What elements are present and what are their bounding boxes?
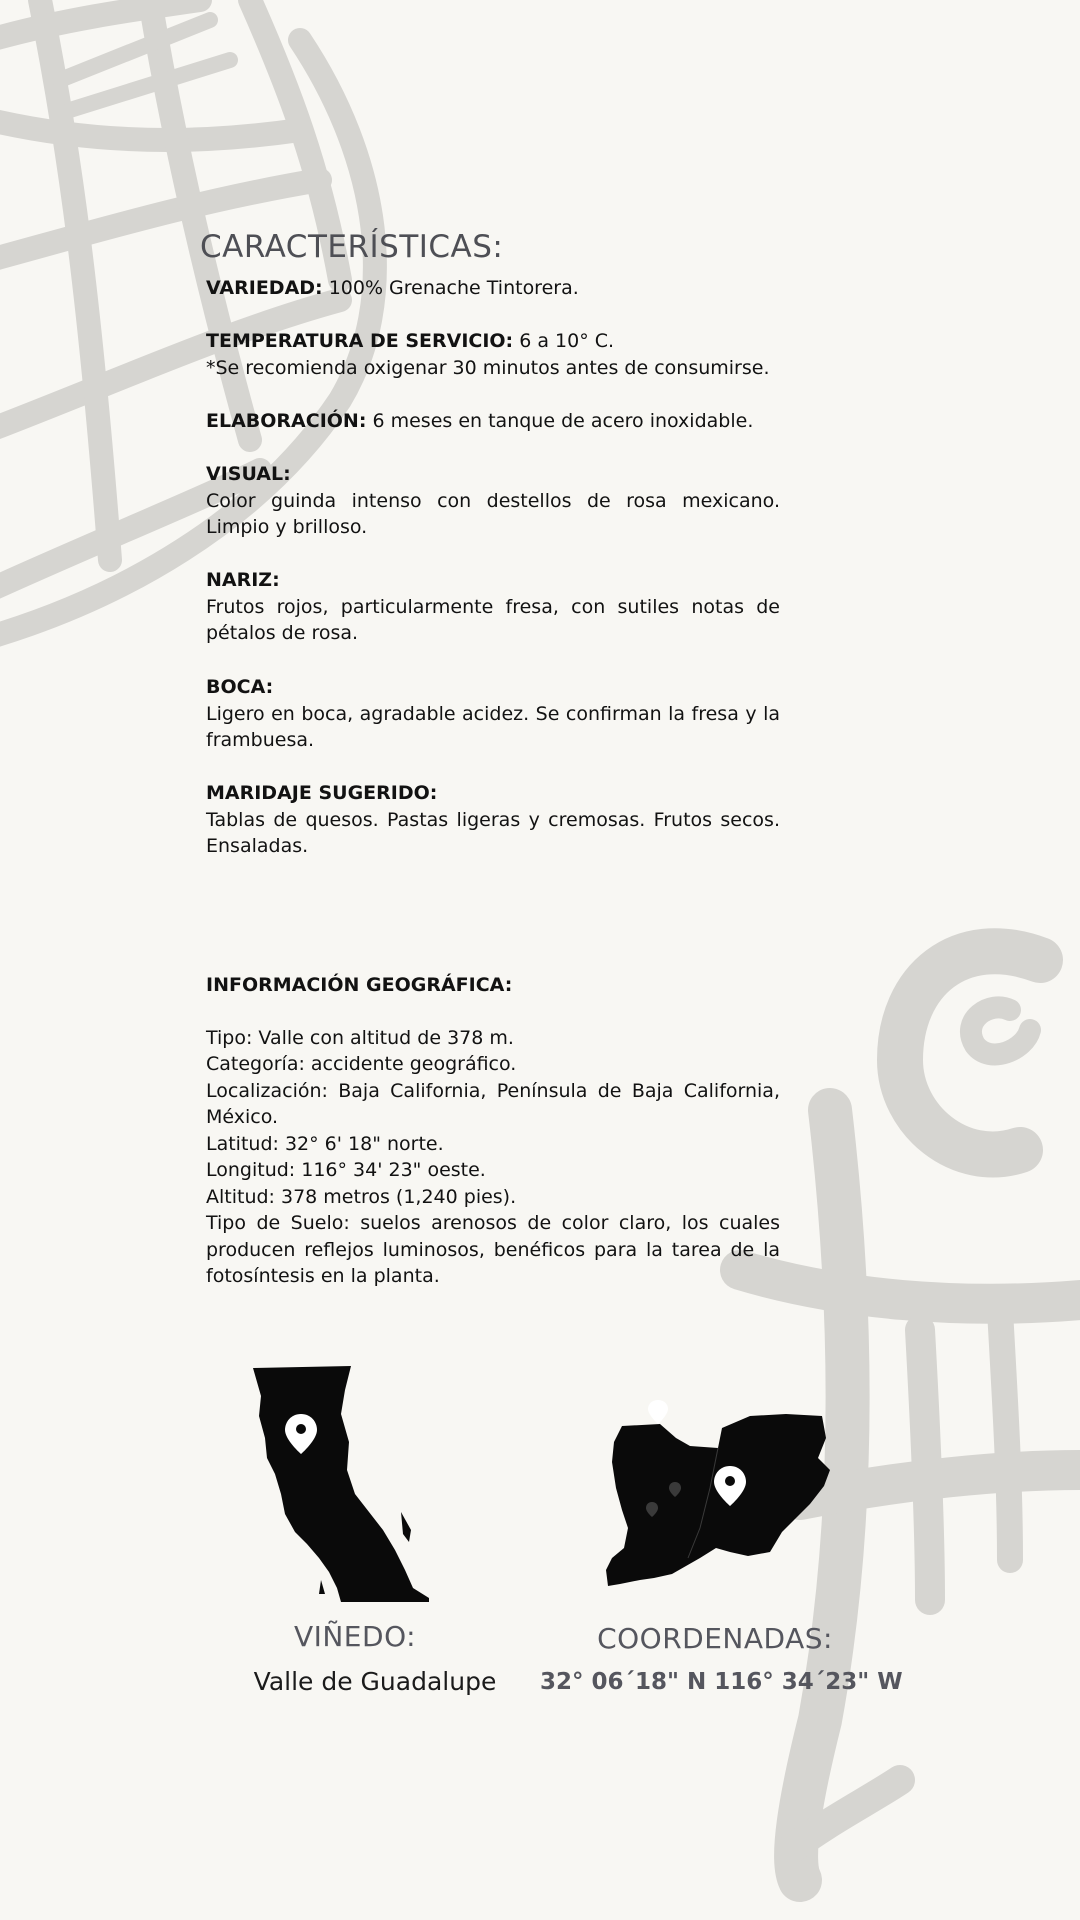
spec-text: Frutos rojos, particularmente fresa, con sutiles notas de pétalos de rosa. (206, 595, 780, 644)
spec-label: MARIDAJE SUGERIDO: (206, 782, 438, 804)
geo-line: Altitud: 378 metros (1,240 pies). (206, 1185, 517, 1208)
map-pin-small-icon (648, 1400, 668, 1424)
baja-island (319, 1580, 325, 1594)
valle-region-map (600, 1398, 840, 1588)
geo-line: Localización: Baja California, Península de Baja California, México. (206, 1079, 780, 1128)
spec-value: 100% Grenache Tintorera. (328, 277, 579, 299)
geo-info-section (206, 972, 780, 1290)
baja-california-shape (253, 1366, 429, 1602)
geo-line: Latitud: 32° 6' 18" norte. (206, 1132, 444, 1155)
geo-label: INFORMACIÓN GEOGRÁFICA: (206, 974, 513, 996)
spec-temperatura (206, 328, 780, 381)
vinedo-title: VIÑEDO: (293, 1620, 417, 1653)
spec-text: Tablas de quesos. Pastas ligeras y cremosas. Frutos secos. Ensaladas. (206, 808, 780, 857)
spec-label: ELABORACIÓN: (206, 410, 367, 432)
spec-label: NARIZ: (206, 569, 280, 591)
vinedo-value: Valle de Guadalupe (253, 1667, 497, 1696)
spec-text: Ligero en boca, agradable acidez. Se confirman la fresa y la frambuesa. (206, 702, 780, 751)
coordenadas-value: 32° 06´18" N 116° 34´23" W (540, 1669, 903, 1695)
spec-visual (206, 461, 780, 541)
geo-line: Longitud: 116° 34' 23" oeste. (206, 1159, 486, 1181)
baja-island (401, 1512, 411, 1542)
spec-elaboracion (206, 408, 780, 435)
valle-region-shape (606, 1414, 830, 1586)
coordenadas-title: COORDENADAS: (597, 1622, 833, 1655)
spec-variedad (206, 275, 780, 302)
baja-california-map (245, 1362, 435, 1602)
spec-label: VARIEDAD: (206, 277, 323, 299)
spec-label: BOCA: (206, 676, 274, 698)
spec-label: VISUAL: (206, 463, 291, 485)
page-title: CARACTERÍSTICAS: (200, 228, 504, 265)
spec-value: 6 meses en tanque de acero inoxidable. (372, 410, 754, 432)
spec-nariz (206, 567, 780, 647)
spec-label: TEMPERATURA DE SERVICIO: (206, 330, 514, 352)
spec-note: *Se recomienda oxigenar 30 minutos antes de consumirse. (206, 356, 770, 379)
spec-value: 6 a 10° C. (519, 330, 615, 352)
geo-line: Tipo: Valle con altitud de 378 m. (206, 1026, 514, 1049)
geo-line: Categoría: accidente geográfico. (206, 1053, 517, 1075)
spec-maridaje (206, 780, 780, 860)
spec-boca (206, 674, 780, 754)
geo-line: Tipo de Suelo: suelos arenosos de color claro, los cuales producen reflejos luminosos, benéficos para la tarea de la fotosíntesis en la planta. (206, 1212, 780, 1287)
spec-text: Color guinda intenso con destellos de rosa mexicano. Limpio y brilloso. (206, 489, 780, 538)
